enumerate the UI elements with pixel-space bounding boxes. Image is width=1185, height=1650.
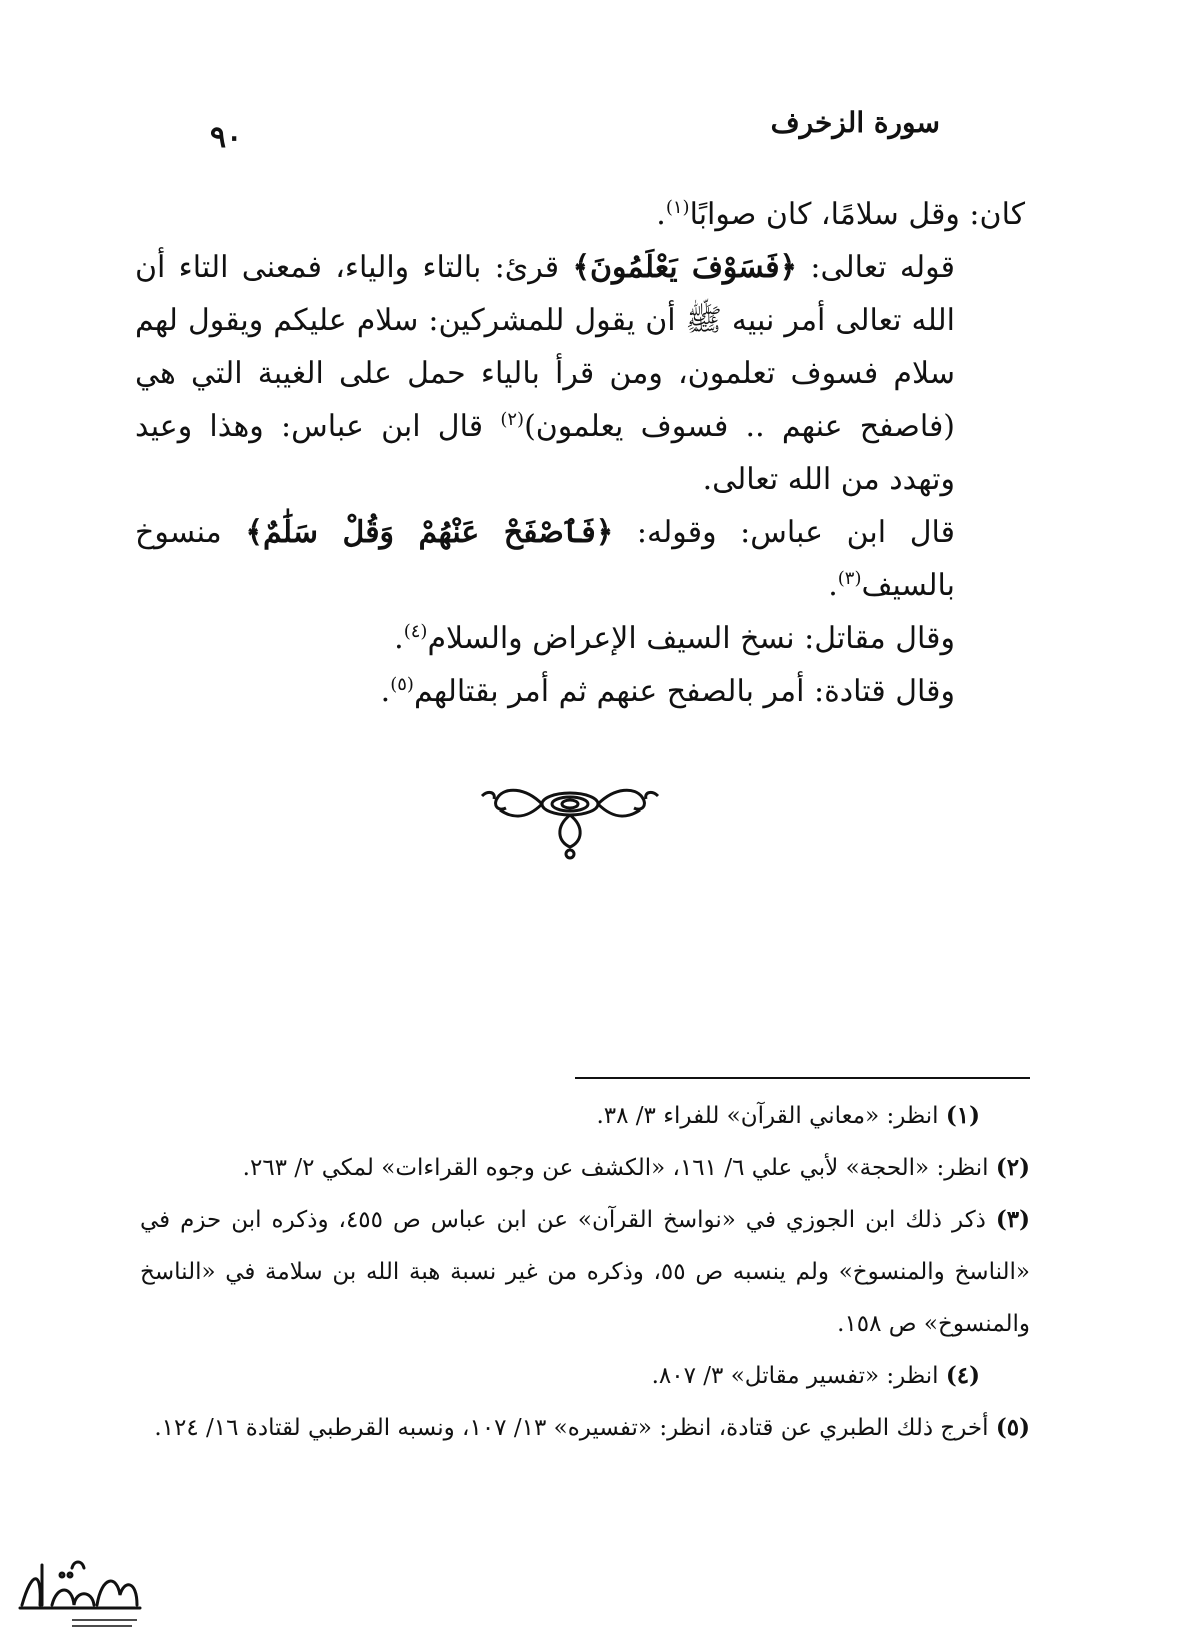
paragraph: وقال مقاتل: نسخ السيف الإعراض والسلام$^{(٤)}$. [394, 621, 955, 656]
paragraph: وقال قتادة: أمر بالصفح عنهم ثم أمر بقتالهم$^{(٥)}$. [380, 674, 955, 709]
paragraph: قال ابن عباس: وقوله: ﴿فَٱصْفَحْ عَنْهُمْ وَقُلْ سَلَٰمٌ﴾ منسوخ بالسيف$^{(٣)}$. [135, 515, 955, 603]
footnote-ref[interactable]: (١) [665, 197, 690, 218]
footnote: (٤) انظر: «تفسير مقاتل» ٣/ ٨٠٧. [651, 1362, 980, 1389]
footnote: (٣) ذكر ذلك ابن الجوزي في «نواسخ القرآن» عن ابن عباس ص ٤٥٥، وذكره ابن حزم في «الناسخ والمنسوخ» ولم ينسبه ص ٥٥، وذكره من غير نسبة هبة الله بن سلامة في «الناسخ والمنسوخ» ص ١٥٨. [140, 1206, 1030, 1337]
publisher-logo-icon [12, 1550, 147, 1635]
footnote-ref[interactable]: (٤) [403, 621, 428, 642]
decorative-knot-ornament-icon [470, 772, 670, 862]
paragraph: قوله تعالى: ﴿فَسَوْفَ يَعْلَمُونَ﴾ قرئ: بالتاء والياء، فمعنى التاء أن الله تعالى أمر نبيه ﷺ أن يقول للمشركين: سلام عليكم ويقول لهم سلام فسوف تعلمون، ومن قرأ بالياء حمل على الغيبة التي هي (فاصفح عنهم .. فسوف يعلمون)$^{(٢)}$ قال ابن عباس: وهذا وعيد وتهدد من الله تعالى. [135, 250, 956, 497]
footnote-separator [575, 1077, 1030, 1079]
page-header [120, 100, 1040, 155]
footnote: (٢) انظر: «الحجة» لأبي علي ٦/ ١٦١، «الكشف عن وجوه القراءات» لمكي ٢/ ٢٦٣. [242, 1154, 1030, 1181]
running-title: سورة الزخرف [770, 106, 940, 139]
paragraph: كان: وقل سلامًا، كان صوابًا$^{(١)}$. [656, 197, 1025, 232]
footnote-ref[interactable]: (٣) [837, 568, 862, 589]
main-text [135, 188, 1025, 718]
page-number: ٩٠ [210, 120, 243, 155]
footnote-ref[interactable]: (٢) [500, 409, 525, 430]
footnote-ref[interactable]: (٥) [390, 674, 414, 695]
quran-verse: ﴿فَسَوْفَ يَعْلَمُونَ﴾ [572, 250, 798, 285]
footnotes [140, 1090, 1030, 1454]
footnote: (٥) أخرج ذلك الطبري عن قتادة، انظر: «تفسيره» ١٣/ ١٠٧، ونسبه القرطبي لقتادة ١٦/ ١٢٤. [154, 1414, 1030, 1441]
quran-verse: ﴿فَٱصْفَحْ عَنْهُمْ وَقُلْ سَلَٰمٌ﴾ [245, 515, 614, 550]
footnote: (١) انظر: «معاني القرآن» للفراء ٣/ ٣٨. [596, 1102, 980, 1129]
